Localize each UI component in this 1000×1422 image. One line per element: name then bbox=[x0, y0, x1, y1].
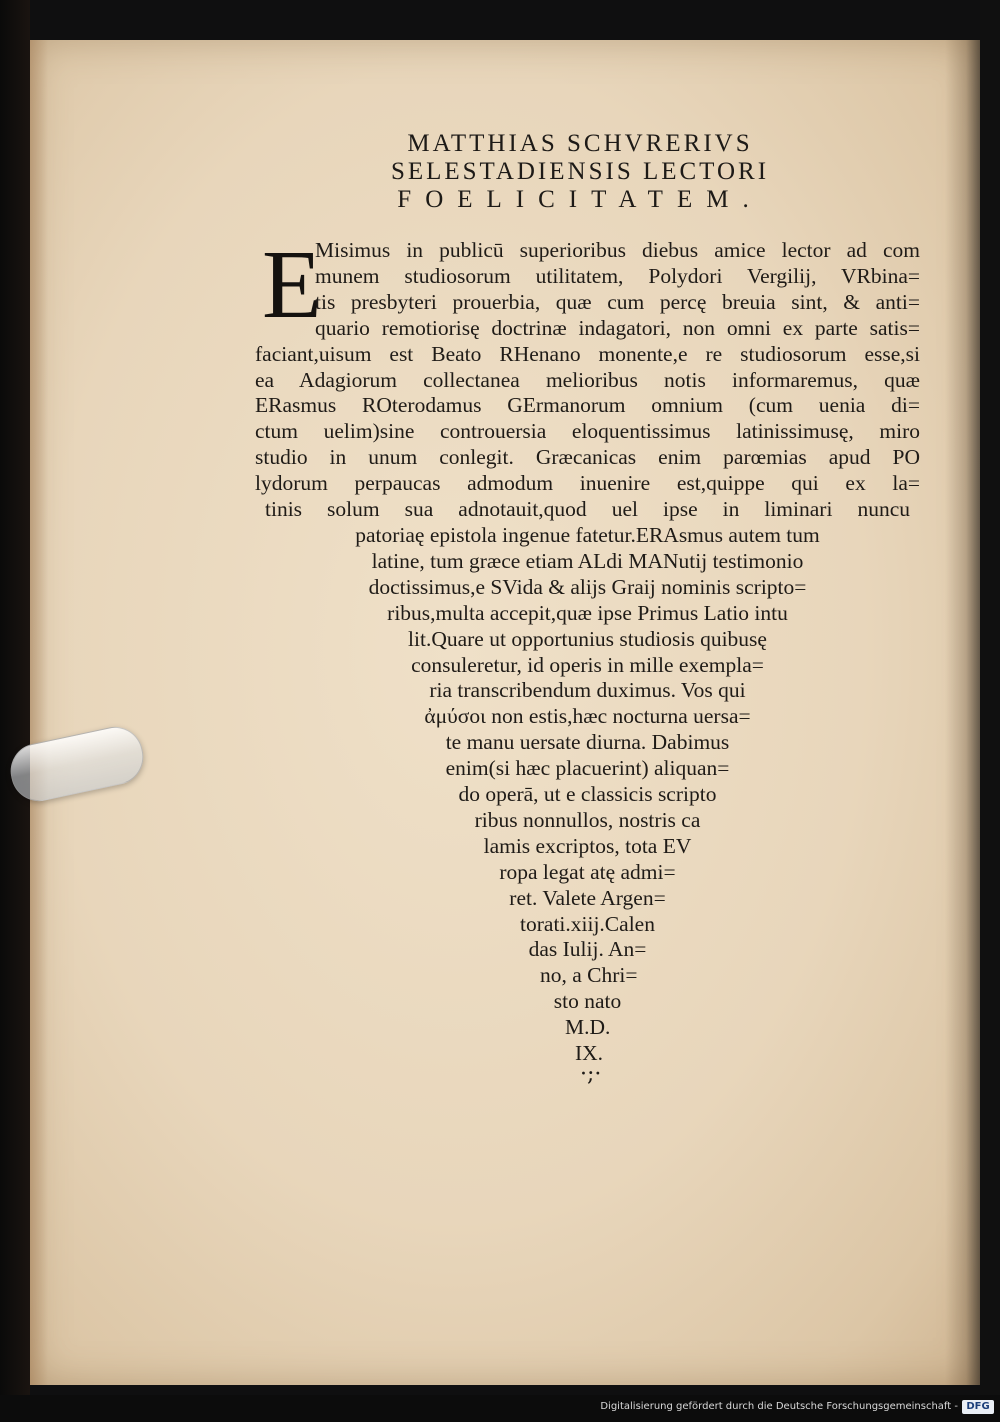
text-line: ropa legat atę admi= bbox=[499, 859, 676, 884]
text-line: ea Adagiorum collectanea melioribus notis informaremus, quæ bbox=[255, 367, 920, 392]
text-line: ribus nonnullos, nostris ca bbox=[474, 807, 701, 832]
scan-left-margin bbox=[0, 0, 30, 1395]
page-gutter-shadow bbox=[30, 40, 48, 1385]
footer-bar bbox=[0, 1395, 1000, 1422]
text-line: do operā, ut e classicis scripto bbox=[458, 782, 717, 807]
heading-line-3: FOELICITATEM. bbox=[397, 186, 763, 213]
page-heading bbox=[300, 130, 860, 214]
text-line: ribus,multa accepit,quæ ipse Primus Latio intu bbox=[387, 600, 788, 625]
text-line: munem studiosorum utilitatem, Polydori Vergilij, VRbina= bbox=[315, 263, 920, 288]
text-line: studio in unum conlegit. Græcanicas enim parœmias apud PO bbox=[255, 445, 920, 470]
dfg-logo: DFG bbox=[962, 1400, 994, 1414]
scan-right-margin bbox=[980, 0, 1000, 1395]
drop-capital: E bbox=[262, 231, 322, 339]
text-line: torati.xiij.Calen bbox=[520, 911, 655, 936]
heading-line-2: SELESTADIENSIS LECTORI bbox=[390, 158, 770, 185]
body-text bbox=[255, 231, 920, 1067]
text-line: lit.Quare ut opportunius studiosis quibusę bbox=[408, 626, 767, 651]
text-line: ret. Valete Argen= bbox=[509, 885, 666, 910]
text-line: IX. bbox=[575, 1041, 604, 1066]
text-line: ERasmus ROterodamus GErmanorum omnium (cum uenia di= bbox=[255, 393, 920, 418]
text-line: M.D. bbox=[565, 1015, 611, 1040]
text-line: faciant,uisum est Beato RHenano monente,e re studiosorum esse,si bbox=[255, 341, 920, 366]
closing-ornament: ·;· bbox=[580, 1062, 602, 1087]
text-line: quario remotiorisę doctrinæ indagatori, non omni ex parte satis= bbox=[315, 315, 920, 340]
text-line: tis presbyteri prouerbia, quæ cum percę breuia sint, & anti= bbox=[315, 289, 920, 314]
heading-line-1: MATTHIAS SCHVRERIVS bbox=[407, 130, 753, 157]
text-line: lydorum perpaucas admodum inuenire est,quippe qui ex la= bbox=[255, 471, 920, 496]
text-line: enim(si hæc placuerint) aliquan= bbox=[445, 756, 730, 781]
text-line: consuleretur, id operis in mille exempla= bbox=[411, 652, 764, 677]
text-line: doctissimus,e SVida & alijs Graij nominis scripto= bbox=[368, 574, 807, 599]
text-line: tinis solum sua adnotauit,quod uel ipse in liminari nuncu bbox=[265, 497, 910, 522]
text-line: Misimus in publicū superioribus diebus amice lector ad com bbox=[315, 238, 920, 262]
text-line: te manu uersate diurna. Dabimus bbox=[445, 730, 730, 755]
text-line: ἀμύσοι non estis,hæc nocturna uersa= bbox=[424, 704, 751, 729]
text-line: ria transcribendum duximus. Vos qui bbox=[429, 678, 746, 703]
text-line: latine, tum græce etiam ALdi MANutij testimonio bbox=[371, 548, 804, 573]
text-line: no, a Chri= bbox=[540, 963, 638, 988]
text-line: ctum uelim)sine controuersia eloquentissimus latinissimusę, miro bbox=[255, 419, 920, 444]
text-line: lamis excriptos, tota EV bbox=[483, 833, 692, 858]
page-edge-shadow bbox=[945, 40, 980, 1385]
text-line: das Iulij. An= bbox=[528, 937, 647, 962]
text-line: sto nato bbox=[553, 989, 622, 1014]
text-line: patoriaę epistola ingenue fatetur.ERAsmus autem tum bbox=[355, 522, 820, 547]
footer-credit: Digitalisierung gefördert durch die Deutsche Forschungsgemeinschaft - bbox=[600, 1401, 958, 1412]
